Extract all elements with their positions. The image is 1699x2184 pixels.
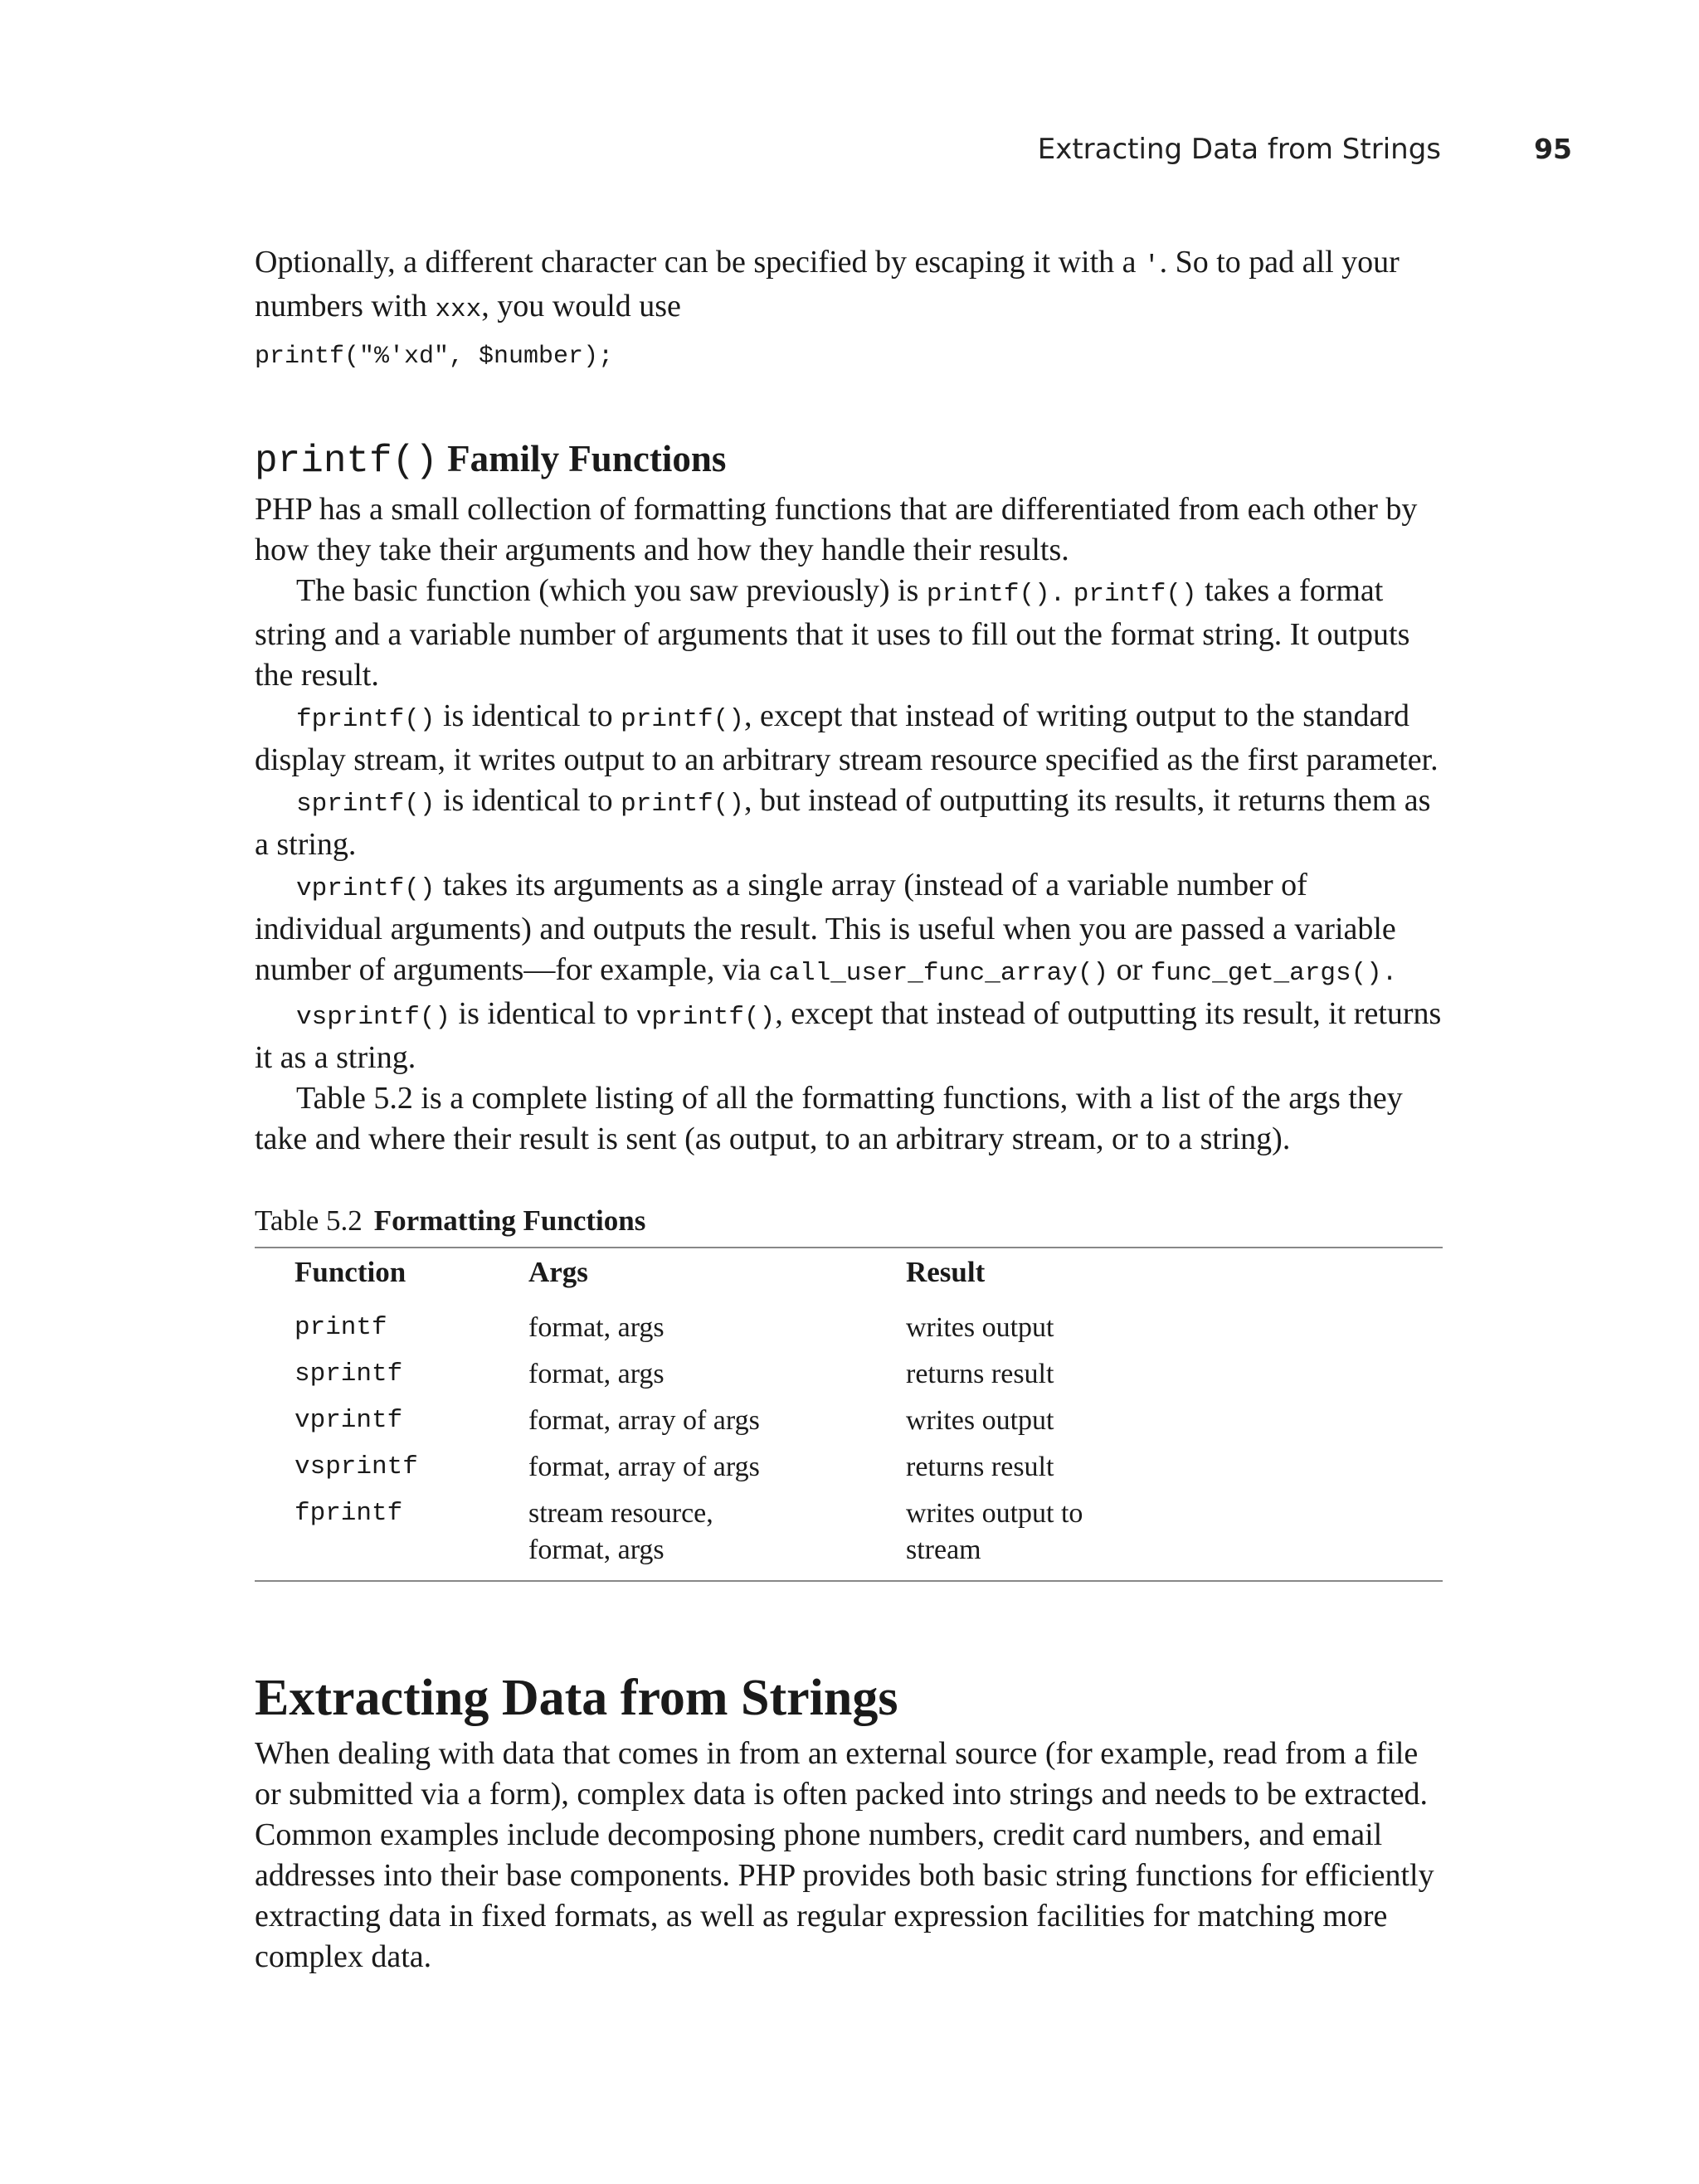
printf-family-heading xyxy=(255,435,1443,484)
printf-family-p6 xyxy=(255,994,1443,1078)
intro-tick-char: ' xyxy=(1144,251,1160,280)
running-head-title: Extracting Data from Strings xyxy=(1037,133,1441,166)
p2-code-2: printf() xyxy=(1073,580,1197,609)
printf-family-p1: PHP has a small collection of formatting functions that are differentiated from each other by how they take their arguments and how they handle their results. xyxy=(255,492,1418,567)
p3-text-b: , except that instead of writing output to the standard display stream, it writes output to an arbitrary stream resource specified as the first parameter. xyxy=(255,698,1439,777)
table-row xyxy=(255,1353,1443,1399)
printf-family-p4 xyxy=(255,781,1443,865)
printf-family-p2 xyxy=(255,571,1443,696)
p3-code-1: fprintf() xyxy=(296,705,436,734)
p4-code-2: printf() xyxy=(621,790,744,819)
p6-code-1: vsprintf() xyxy=(296,1003,451,1032)
intro-paragraph xyxy=(255,242,1443,330)
p5-text-a: takes its arguments as a single array (instead of a variable number of individual arguments) and outputs the result. This is useful when you are passed a variable number of arguments—for example, via xyxy=(255,868,1396,987)
p2-text-b: takes a format string and a variable number of arguments that it uses to fill out the format string. It outputs the result. xyxy=(255,573,1410,693)
p4-code-1: sprintf() xyxy=(296,790,436,819)
formatting-functions-table xyxy=(255,1247,1443,1582)
column-header-function: Function xyxy=(295,1256,406,1288)
p3-text-a: is identical to xyxy=(435,698,621,733)
args-cell: format, args xyxy=(528,1312,665,1343)
extracting-paragraph: When dealing with data that comes in from an external source (for example, read from a file or submitted via a form), complex data is often packed into strings and needs to be extracted. Common examples include decomposing phone numbers, credit card numbers, and email addresses into their base components. PHP provides both basic string functions for efficiently extracting data in fixed formats, as well as regular expression facilities for matching more complex data. xyxy=(255,1736,1434,1974)
table-row xyxy=(255,1306,1443,1353)
args-cell: format, args xyxy=(528,1359,665,1389)
result-cell: writes output to stream xyxy=(906,1498,1083,1565)
p2-code-1: printf(). xyxy=(926,580,1066,609)
printf-family-p5 xyxy=(255,865,1443,994)
args-cell: format, array of args xyxy=(528,1405,760,1436)
p5-text-b: or xyxy=(1108,952,1151,987)
p6-text-b: , except that instead of outputting its result, it returns it as a string. xyxy=(255,996,1442,1075)
p5-code-2: call_user_func_array() xyxy=(768,959,1109,988)
table-caption-label: Table 5.2 xyxy=(255,1204,363,1237)
p5-code-1: vprintf() xyxy=(296,874,436,903)
args-cell: stream resource, format, args xyxy=(528,1498,713,1565)
p3-code-2: printf() xyxy=(621,705,744,734)
intro-xxx-code: xxx xyxy=(435,295,482,324)
column-header-args: Args xyxy=(528,1256,588,1288)
p2-sep xyxy=(1065,573,1073,608)
args-cell: format, array of args xyxy=(528,1452,760,1482)
result-cell: returns result xyxy=(906,1452,1054,1482)
function-cell: printf xyxy=(295,1313,387,1342)
p4-text-b: , but instead of outputting its results, it returns them as a string. xyxy=(255,783,1431,862)
table-row xyxy=(255,1399,1443,1446)
extracting-section-heading: Extracting Data from Strings xyxy=(255,1670,898,1726)
table-caption-title: Formatting Functions xyxy=(373,1204,646,1237)
column-header-result: Result xyxy=(906,1256,986,1288)
page-number: 95 xyxy=(1534,133,1572,165)
p2-text-a: The basic function (which you saw previously) is xyxy=(296,573,927,608)
p6-code-2: vprintf() xyxy=(635,1003,776,1032)
result-cell: returns result xyxy=(906,1359,1054,1389)
printf-code-example: printf("%'xd", $number); xyxy=(255,343,614,371)
page-body xyxy=(255,242,1443,1977)
table-caption xyxy=(255,1204,1443,1238)
result-cell: writes output xyxy=(906,1312,1054,1343)
intro-text-b: . So to pad all your numbers with xyxy=(255,245,1400,323)
p6-text-a: is identical to xyxy=(450,996,636,1031)
p4-text-a: is identical to xyxy=(435,783,621,818)
printf-family-heading-code: printf() xyxy=(255,440,438,483)
intro-text-c: , you would use xyxy=(481,289,681,323)
printf-family-heading-text: Family Functions xyxy=(437,438,727,479)
function-cell: sprintf xyxy=(295,1360,403,1389)
function-cell: fprintf xyxy=(295,1499,403,1528)
printf-family-p3 xyxy=(255,696,1443,781)
function-cell: vprintf xyxy=(295,1406,403,1435)
function-cell: vsprintf xyxy=(295,1452,418,1481)
table-header-row xyxy=(255,1248,1443,1306)
table-row xyxy=(255,1492,1443,1581)
result-cell: writes output xyxy=(906,1405,1054,1436)
printf-family-p7: Table 5.2 is a complete listing of all the formatting functions, with a list of the args they take and where their result is sent (as output, to an arbitrary stream, or to a string). xyxy=(255,1081,1403,1156)
table-row xyxy=(255,1446,1443,1492)
p5-code-3: func_get_args(). xyxy=(1150,959,1398,988)
intro-text-a: Optionally, a different character can be specified by escaping it with a xyxy=(255,245,1144,280)
